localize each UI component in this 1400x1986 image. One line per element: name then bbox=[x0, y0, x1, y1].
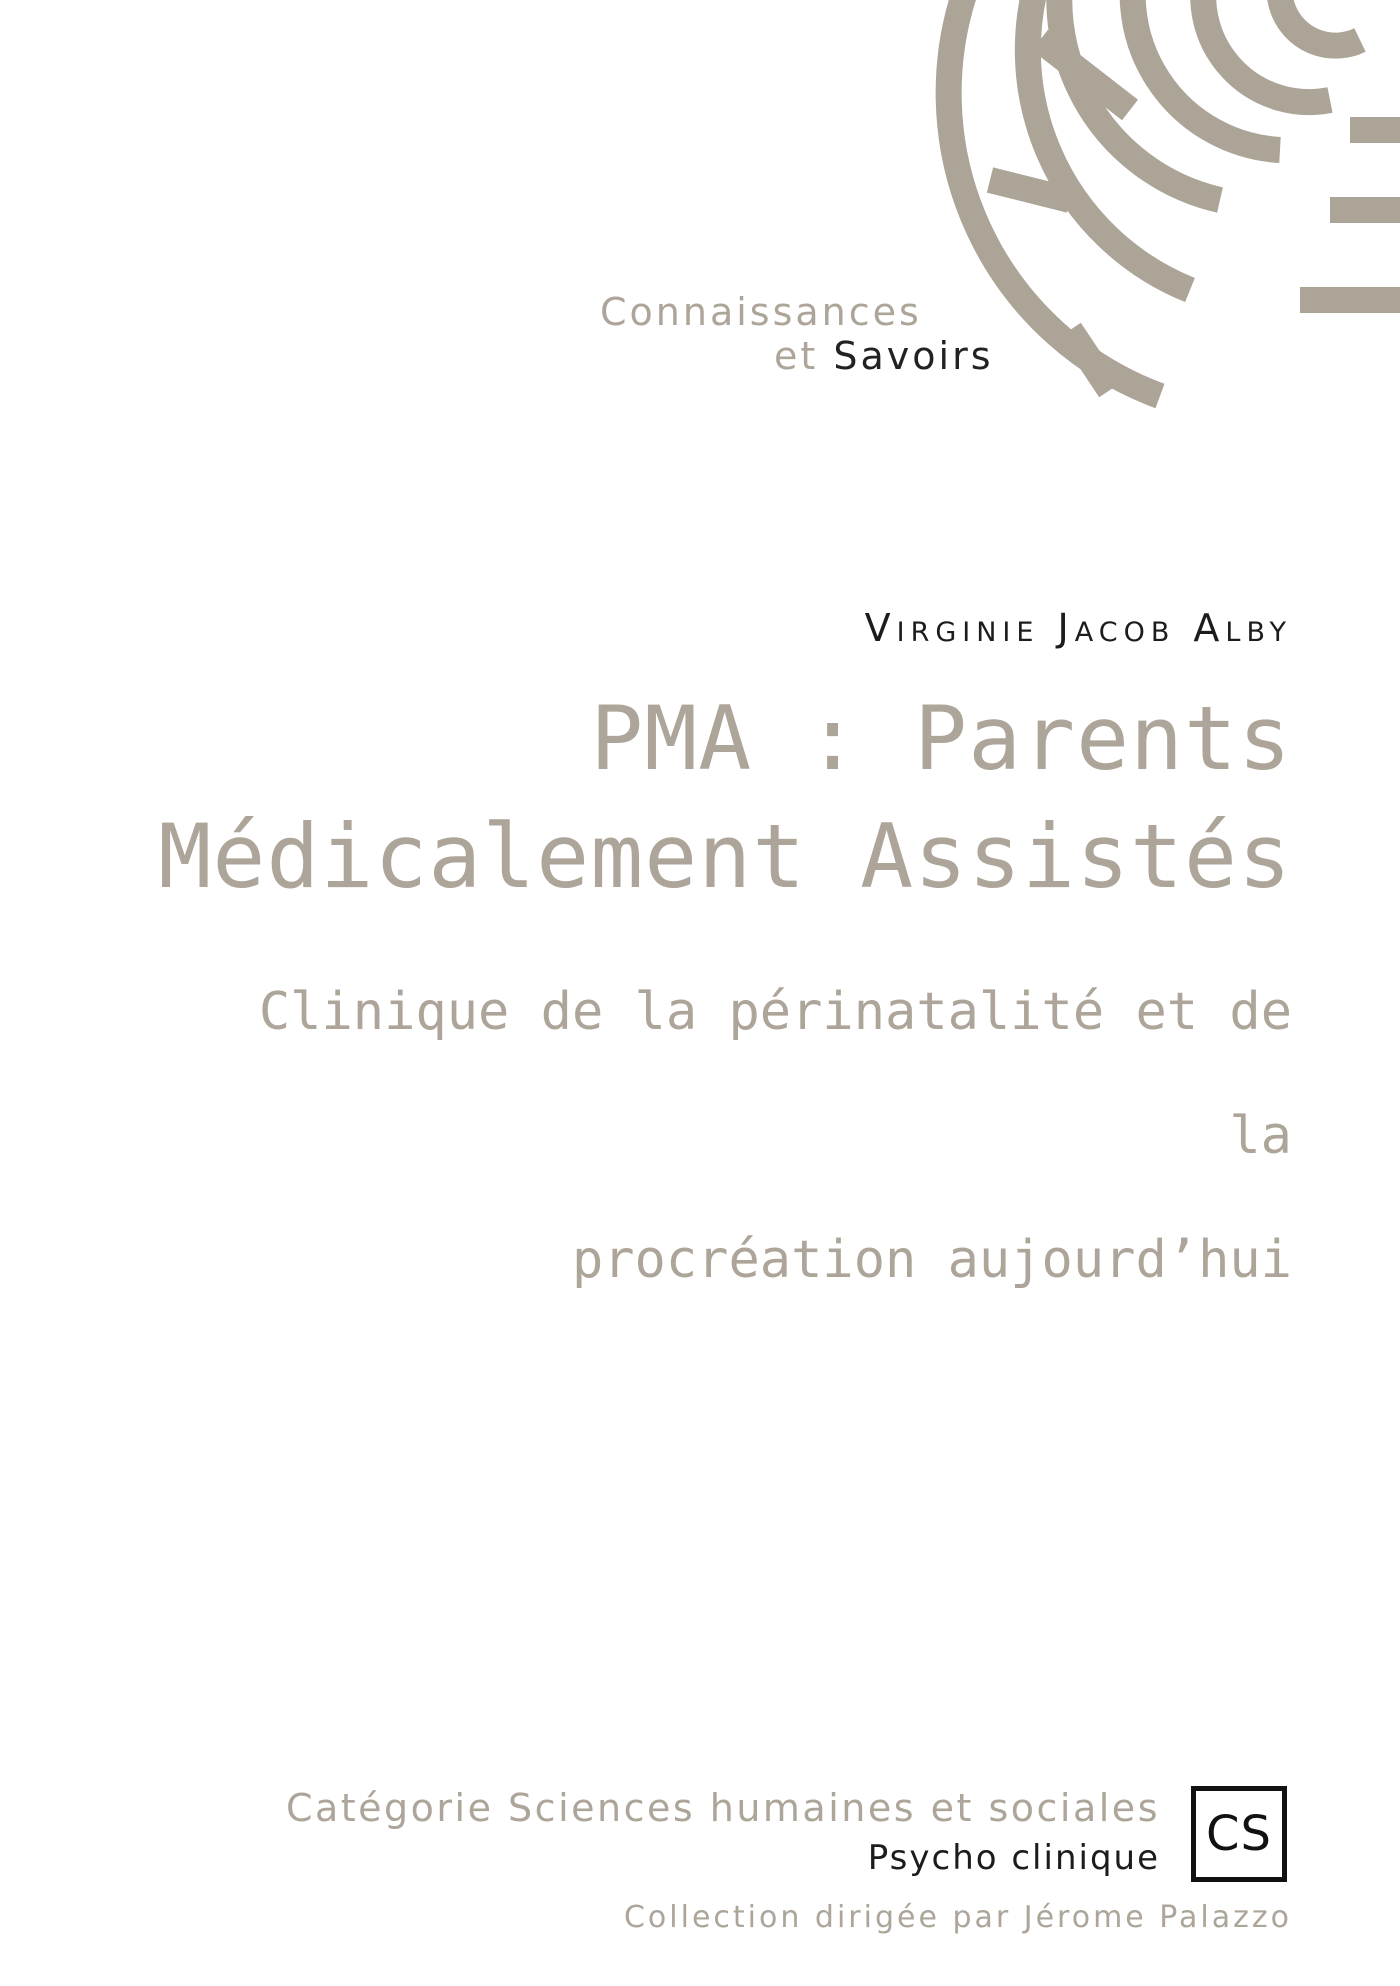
book-subtitle-line-1: Clinique de la périnatalité et de la bbox=[258, 982, 1292, 1166]
author-name: Virginie Jacob Alby bbox=[864, 606, 1292, 650]
labyrinth-logo bbox=[860, 0, 1400, 540]
book-title-line-1: PMA : Parents bbox=[590, 687, 1292, 790]
series-line-2-bold: Savoirs bbox=[833, 334, 994, 378]
series-line-2-prefix: et bbox=[774, 334, 819, 378]
publisher-logo: CS bbox=[1191, 1786, 1287, 1882]
book-title bbox=[92, 680, 1292, 916]
book-subtitle-line-2: procréation aujourd’hui bbox=[571, 1230, 1292, 1290]
book-title-line-2: Médicalement Assistés bbox=[158, 805, 1292, 908]
series-line-1: Connaissances bbox=[600, 290, 922, 334]
category-sub: Psycho clinique bbox=[867, 1838, 1160, 1878]
category-block bbox=[286, 1783, 1160, 1883]
collection-credit: Collection dirigée par Jérome Palazzo bbox=[623, 1900, 1292, 1935]
series-logo-text bbox=[600, 290, 994, 378]
book-subtitle bbox=[192, 950, 1292, 1322]
series-line-2 bbox=[600, 334, 994, 378]
category-label: Catégorie Sciences humaines et sociales bbox=[285, 1786, 1160, 1830]
